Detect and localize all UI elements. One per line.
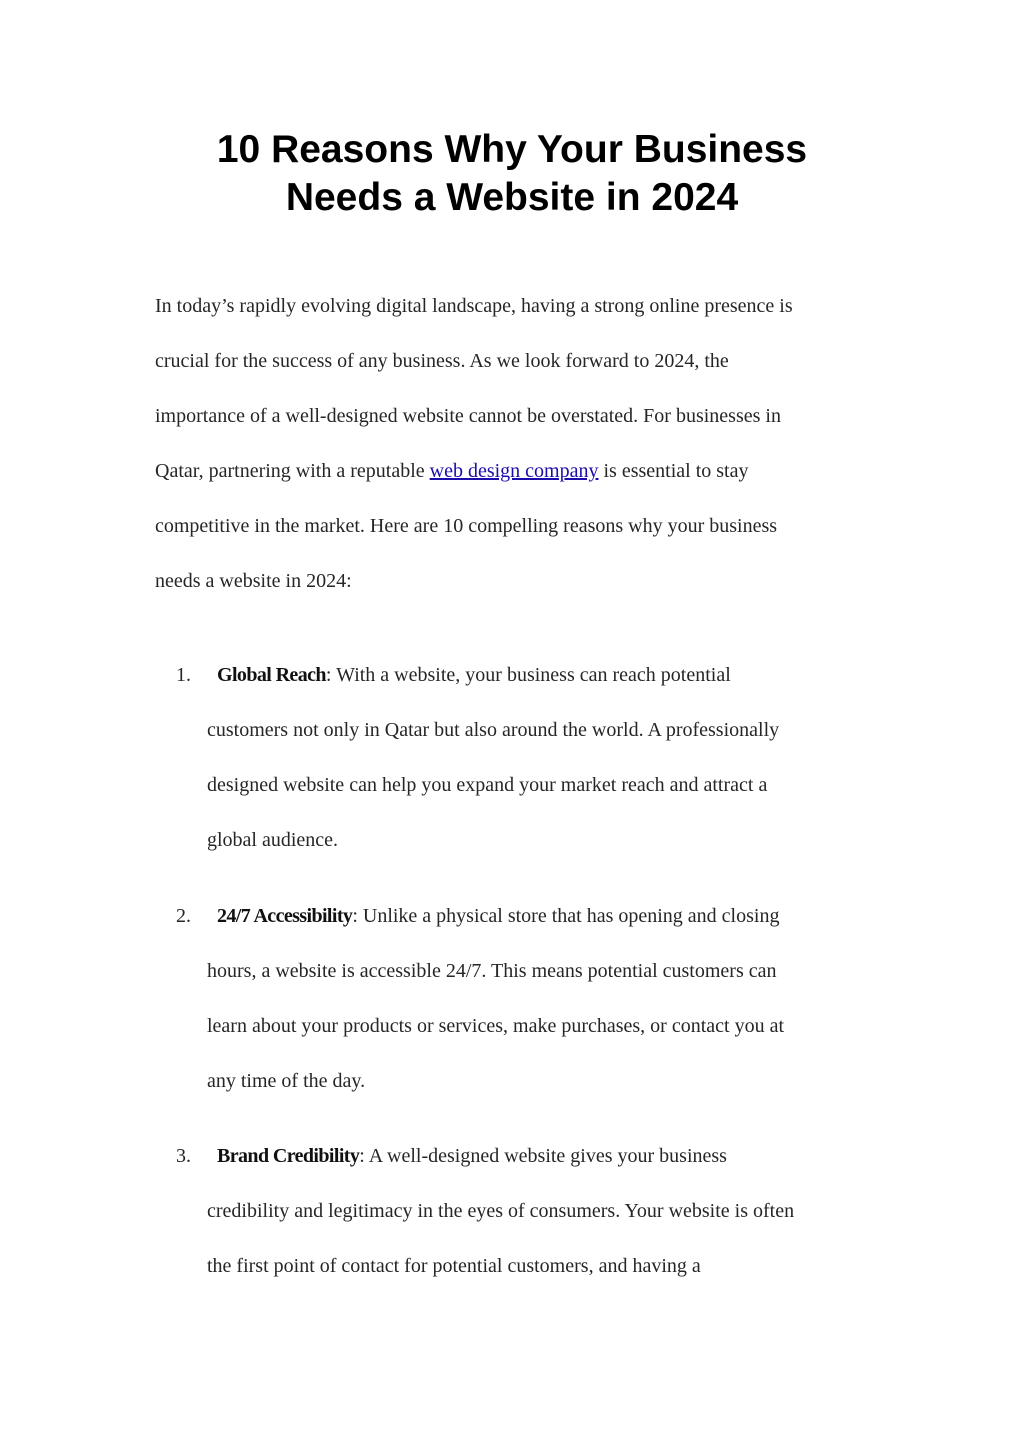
list-item-line-1: [207, 1143, 727, 1169]
list-item-term: Brand Credibility: [217, 1145, 360, 1167]
list-item-term: Global Reach: [217, 664, 326, 686]
list-item-text: : Unlike a physical store that has opening and closing: [352, 905, 780, 927]
page-title: [100, 126, 924, 222]
list-item-line-4: any time of the day.: [207, 1070, 366, 1092]
intro-line-2: crucial for the success of any business. As we look forward to 2024, the: [155, 350, 729, 372]
list-item-line-3: designed website can help you expand your market reach and attract a: [207, 774, 768, 796]
intro-line-4: [155, 458, 748, 484]
title-line-1: 10 Reasons Why Your Business: [216, 128, 808, 171]
intro-line-4-before: Qatar, partnering with a reputable: [155, 460, 430, 482]
list-item-number: 1.: [176, 664, 191, 686]
list-item-text: : With a website, your business can reach potential: [325, 664, 731, 686]
list-item-line-3: learn about your products or services, make purchases, or contact you at: [207, 1015, 785, 1037]
intro-line-5: competitive in the market. Here are 10 compelling reasons why your business: [155, 515, 778, 537]
list-item-line-2: customers not only in Qatar but also around the world. A professionally: [207, 719, 780, 741]
list-item-line-2: hours, a website is accessible 24/7. This means potential customers can: [207, 960, 777, 982]
list-item-number: 2.: [176, 905, 191, 927]
title-line-2: Needs a Website in 2024: [285, 176, 739, 219]
intro-line-1: In today’s rapidly evolving digital landscape, having a strong online presence is: [155, 295, 793, 317]
list-item-line-3: the first point of contact for potential customers, and having a: [207, 1255, 701, 1277]
intro-line-3: importance of a well-designed website cannot be overstated. For businesses in: [155, 405, 781, 427]
web-design-company-link[interactable]: web design company: [429, 460, 599, 482]
intro-line-6: needs a website in 2024:: [155, 570, 352, 592]
list-item-line-4: global audience.: [207, 829, 339, 851]
intro-line-4-after: is essential to stay: [598, 460, 749, 482]
list-item-line-2: credibility and legitimacy in the eyes of consumers. Your website is often: [207, 1200, 795, 1222]
list-item-term: 24/7 Accessibility: [217, 905, 353, 927]
list-item-line-1: [207, 662, 731, 688]
list-item-number: 3.: [176, 1145, 191, 1167]
list-item-line-1: [207, 903, 779, 929]
list-item-text: : A well-designed website gives your business: [359, 1145, 727, 1167]
